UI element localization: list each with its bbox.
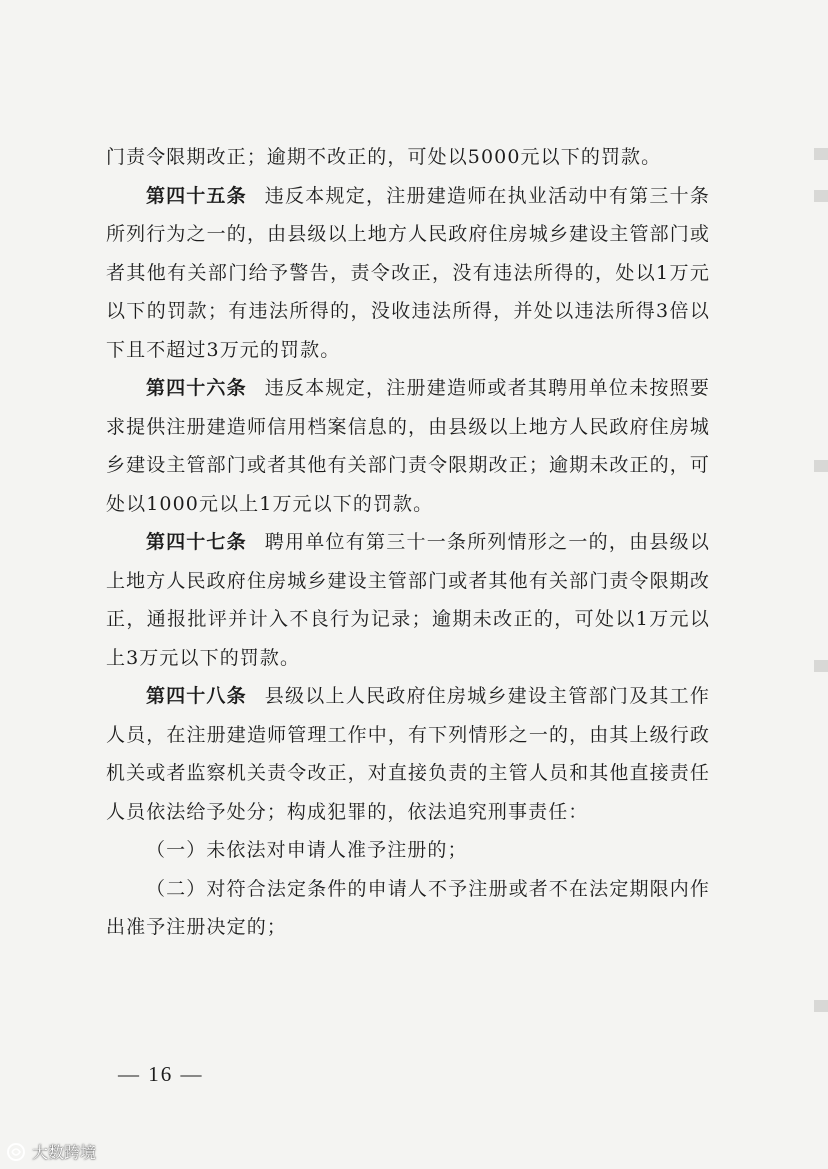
article-47 (106, 523, 710, 677)
document-body (106, 138, 710, 947)
list-item-text: （二）对符合法定条件的申请人不予注册或者不在法定期限内作出准予注册决定的； (106, 877, 710, 938)
bleed-through-mark (814, 148, 828, 160)
article-45 (106, 177, 710, 370)
watermark-logo-icon (6, 1142, 26, 1162)
article-heading: 第四十八条 (146, 685, 247, 707)
bleed-through-mark (814, 660, 828, 672)
article-text: 县级以上人民政府住房城乡建设主管部门及其工作人员，在注册建造师管理工作中，有下列情形之一的，由其上级行政机关或者监察机关责令改正，对直接负责的主管人员和其他直接责任人员依法给予处分；构成犯罪的，依法追究刑事责任： (106, 685, 710, 823)
watermark-text: 大数跨境 (32, 1143, 97, 1162)
article-46 (106, 369, 710, 523)
watermark (6, 1140, 96, 1163)
bleed-through-mark (814, 460, 828, 472)
article-heading: 第四十五条 (146, 184, 247, 207)
article-heading: 第四十六条 (146, 377, 247, 399)
article-heading: 第四十七条 (146, 531, 247, 553)
paragraph-continuation (106, 138, 710, 177)
bleed-through-mark (814, 190, 828, 202)
list-item-1 (106, 831, 710, 870)
bleed-through-mark (814, 1000, 828, 1012)
article-48 (106, 677, 710, 831)
list-item-text: （一）未依法对申请人准予注册的； (146, 839, 468, 861)
article-text: 聘用单位有第三十一条所列情形之一的，由县级以上地方人民政府住房城乡建设主管部门或者其他有关部门责令限期改正，通报批评并计入不良行为记录；逾期未改正的，可处以1万元以上3万元以下的罚款。 (106, 531, 710, 669)
list-item-2 (106, 870, 710, 947)
article-text: 违反本规定，注册建造师或者其聘用单位未按照要求提供注册建造师信用档案信息的，由县级以上地方人民政府住房城乡建设主管部门或者其他有关部门责令限期改正；逾期未改正的，可处以1000元以上1万元以下的罚款。 (106, 377, 710, 515)
paragraph-text: 门责令限期改正；逾期不改正的，可处以5000元以下的罚款。 (106, 146, 662, 168)
page-number: — 16 — (118, 1062, 204, 1086)
article-text: 违反本规定，注册建造师在执业活动中有第三十条所列行为之一的，由县级以上地方人民政府住房城乡建设主管部门或者其他有关部门给予警告，责令改正，没有违法所得的，处以1万元以下的罚款；有违法所得的，没收违法所得，并处以违法所得3倍以下且不超过3万元的罚款。 (106, 184, 710, 361)
